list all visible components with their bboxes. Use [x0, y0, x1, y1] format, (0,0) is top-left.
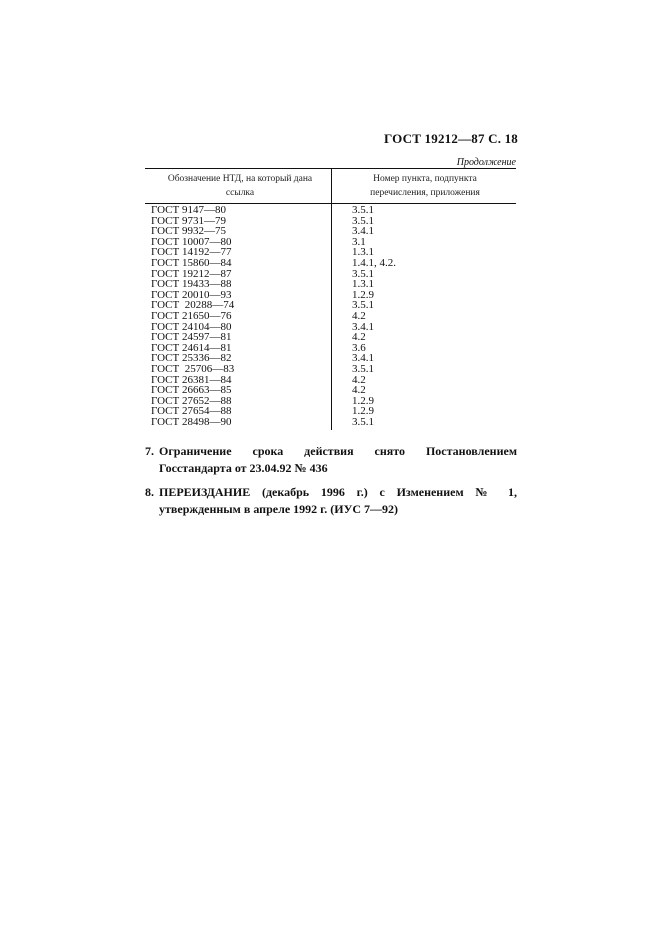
table-row [145, 364, 516, 375]
clause-cell: 4.2 [352, 384, 366, 397]
reference-cell: ГОСТ 25706—83 [151, 362, 235, 375]
reference-cell: ГОСТ 25336—82 [151, 352, 232, 365]
references-table [145, 168, 516, 430]
reference-cell: ГОСТ 26663—85 [151, 384, 232, 397]
note-8 [145, 484, 517, 518]
reference-cell: ГОСТ 21650—76 [151, 309, 232, 322]
clause-cell: 4.2 [352, 309, 366, 322]
note-text: ПЕРЕИЗДАНИЕ (декабрь 1996 г.) с Изменением № 1, утвержденным в апреле 1992 г. (ИУС 7—92) [159, 485, 517, 516]
document-header: ГОСТ 19212—87 С. 18 [384, 131, 518, 146]
reference-cell: ГОСТ 19212—87 [151, 267, 232, 280]
table-row [145, 205, 516, 216]
note-number: 7. [145, 444, 154, 458]
note-text: Ограничение срока действия снято Постановлением Госстандарта от 23.04.92 № 436 [159, 444, 517, 475]
note-7 [145, 443, 517, 477]
clause-cell: 3.5.1 [352, 214, 374, 227]
clause-cell: 3.5.1 [352, 204, 374, 216]
reference-cell: ГОСТ 15860—84 [151, 256, 232, 269]
clause-cell: 3.5.1 [352, 299, 374, 312]
reference-cell: ГОСТ 27652—88 [151, 394, 232, 407]
note-number: 8. [145, 485, 154, 499]
clause-cell: 3.5.1 [352, 362, 374, 375]
continuation-label: Продолжение [456, 157, 516, 168]
table-row [145, 311, 516, 322]
clause-cell: 1.2.9 [352, 405, 374, 418]
clause-cell: 1.3.1 [352, 278, 374, 291]
clause-cell: 3.4.1 [352, 320, 374, 333]
reference-cell: ГОСТ 9932—75 [151, 225, 226, 238]
reference-cell: ГОСТ 26381—84 [151, 373, 232, 386]
reference-cell: ГОСТ 20288—74 [151, 299, 235, 312]
clause-cell: 3.4.1 [352, 352, 374, 365]
clause-cell: 4.2 [352, 373, 366, 386]
reference-cell: ГОСТ 9731—79 [151, 214, 226, 227]
clause-cell: 1.2.9 [352, 288, 374, 301]
clause-cell: 1.3.1 [352, 246, 374, 259]
reference-cell: ГОСТ 9147—80 [151, 204, 226, 216]
reference-cell: ГОСТ 24614—81 [151, 341, 232, 354]
clause-cell: 3.4.1 [352, 225, 374, 238]
reference-cell: ГОСТ 10007—80 [151, 235, 232, 248]
clause-cell: 4.2 [352, 331, 366, 344]
clause-cell: 3.5.1 [352, 415, 374, 428]
clause-cell: 1.2.9 [352, 394, 374, 407]
table-body [145, 205, 516, 427]
clause-cell: 3.5.1 [352, 267, 374, 280]
reference-cell: ГОСТ 19433—88 [151, 278, 232, 291]
column-header-reference: Обозначение НТД, на который дана ссылка [167, 174, 313, 198]
clause-cell: 1.4.1, 4.2. [352, 256, 396, 269]
column-header-clause: Номер пункта, подпункта перечисления, приложения [370, 174, 480, 198]
table-row [145, 258, 516, 269]
reference-cell: ГОСТ 24597—81 [151, 331, 232, 344]
clause-cell: 3.6 [352, 341, 366, 354]
table-row [145, 417, 516, 428]
reference-cell: ГОСТ 14192—77 [151, 246, 232, 259]
clause-cell: 3.1 [352, 235, 366, 248]
reference-cell: ГОСТ 27654—88 [151, 405, 232, 418]
reference-cell: ГОСТ 24104—80 [151, 320, 232, 333]
reference-cell: ГОСТ 20010—93 [151, 288, 232, 301]
reference-cell: ГОСТ 28498—90 [151, 415, 232, 428]
